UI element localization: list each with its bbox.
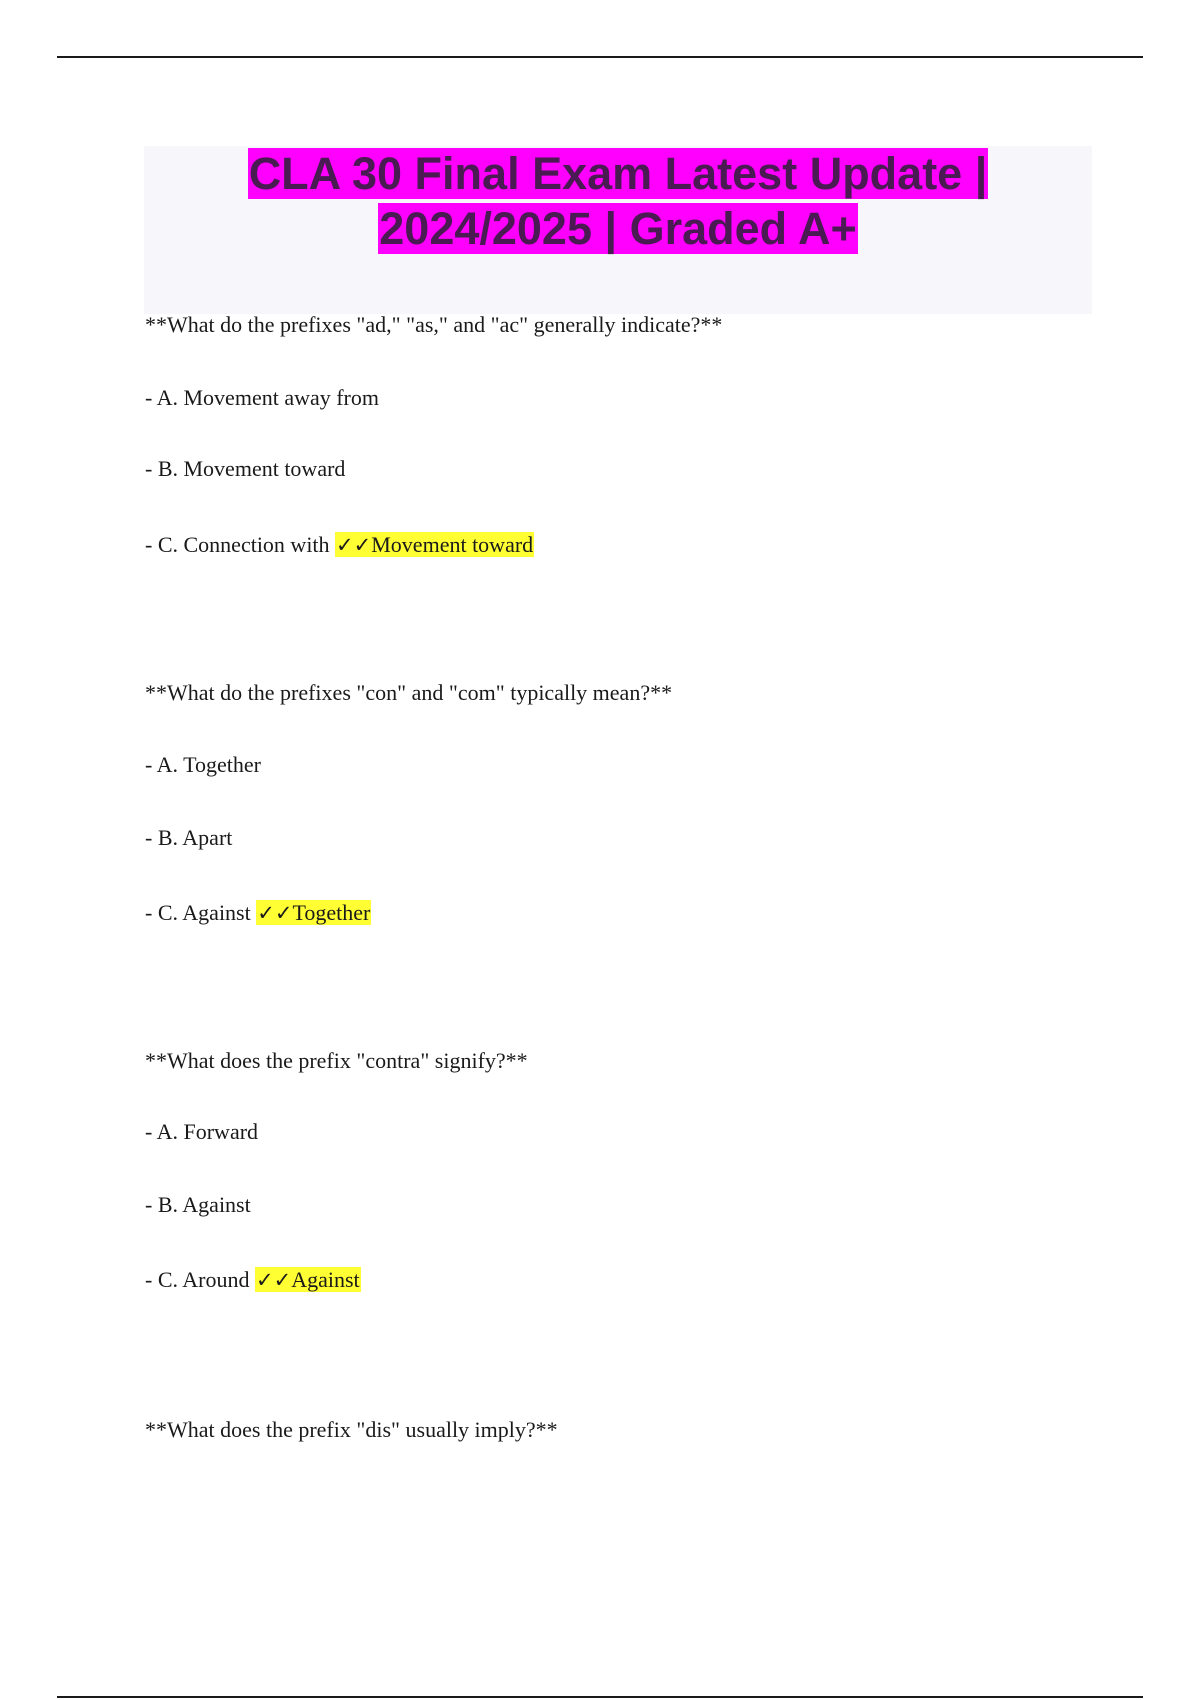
question-2-option-c-row bbox=[145, 899, 371, 927]
check-mark-icon: ✓✓ bbox=[256, 1268, 292, 1292]
question-1-option-b: - B. Movement toward bbox=[145, 456, 346, 481]
question-3-answer-text: Against bbox=[291, 1267, 360, 1292]
question-3-option-b: - B. Against bbox=[145, 1192, 251, 1217]
question-1-option-c-row bbox=[145, 531, 534, 559]
question-2-prompt: **What do the prefixes "con" and "com" typically mean?** bbox=[145, 680, 673, 705]
question-1-prompt: **What do the prefixes "ad," "as," and "ac" generally indicate?** bbox=[145, 312, 723, 337]
question-2-answer bbox=[256, 900, 371, 925]
question-2-answer-text: Together bbox=[292, 900, 371, 925]
check-mark-icon: ✓✓ bbox=[336, 533, 372, 557]
question-1-option-a: - A. Movement away from bbox=[145, 385, 379, 410]
question-1-answer bbox=[335, 532, 534, 557]
question-3-option-a: - A. Forward bbox=[145, 1119, 259, 1144]
bottom-rule bbox=[57, 1696, 1143, 1698]
title-line-2: 2024/2025 | Graded A+ bbox=[379, 203, 857, 254]
question-2-option-a: - A. Together bbox=[145, 752, 261, 777]
question-3-answer bbox=[255, 1267, 361, 1292]
question-1-option-c: - C. Connection with bbox=[145, 532, 330, 557]
question-3-prompt: **What does the prefix "contra" signify?** bbox=[145, 1048, 528, 1073]
title-line-1: CLA 30 Final Exam Latest Update | bbox=[248, 148, 988, 199]
question-2-option-b: - B. Apart bbox=[145, 825, 233, 850]
question-2-option-c: - C. Against bbox=[145, 900, 251, 925]
document-title bbox=[144, 146, 1092, 256]
top-rule bbox=[57, 56, 1143, 58]
question-4-prompt: **What does the prefix "dis" usually imply?** bbox=[145, 1417, 558, 1442]
check-mark-icon: ✓✓ bbox=[257, 901, 293, 925]
question-1-answer-text: Movement toward bbox=[371, 532, 534, 557]
question-3-option-c-row bbox=[145, 1266, 361, 1294]
question-3-option-c: - C. Around bbox=[145, 1267, 250, 1292]
